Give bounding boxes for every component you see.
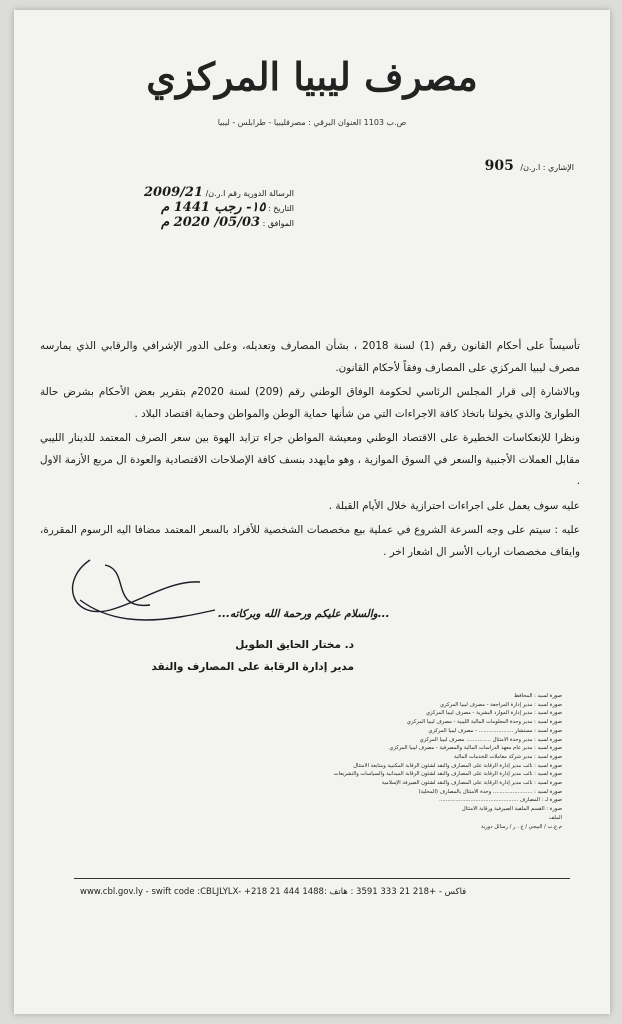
closing-salutation: ...والسلام عليكم ورحمة الله وبركاته... [218,608,390,620]
signatory-block [114,634,354,678]
date-hijri-value: ١٥- رجب 1441 م [161,200,266,215]
copy-line: صورة لسيد : مدير شركة معاملات للخدمات المالية [453,753,562,760]
body-paragraph: عليه : سيتم على وجه السرعة الشروع في عملية بيع مخصصات الشخصية للأفراد بالسعر المعتمد مضافا اليه الرسوم المقررة، وايقاف مخصصات ارباب الأسر ال اشعار اخر . [40,524,580,558]
footer-contact: www.cbl.gov.ly - swift code :CBLJLYLX- +218 21 444 1488: فاكس - +218 21 333 3591 : هاتف [80,887,467,897]
letter-page [14,10,610,1014]
date-gregorian-value: 05/03/ 2020 م [161,215,261,230]
body-paragraph: ونظرا للإنعكاسات الخطيرة على الاقتصاد الوطني ومعيشة المواطن جراء تزايد الهوة بين سعر الصرف المعتمد للدينار الليبي مقابل العملات الأجنبية والسعر في السوق الموازية ، وهو مايهدد بنسف كافة الإصلاحات الاقتصادية والعودة ال مربع الأزمة الاول . [40,432,580,487]
copy-line: صورة لسيد : مدير إدارة الموارد البشرية - مصرف ليبيا المركزي [425,710,562,717]
incoming-letter-date-gregorian [84,216,294,231]
body-paragraph: عليه سوف يعمل على اجراءات احترازية خلال الأيام القبلة . [328,499,580,512]
reference-number [485,158,574,174]
signatory-title: مدير إدارة الرقابة على المصارف والنقد [151,661,354,673]
signatory-name: د. مختار الحايق الطويل [235,639,354,651]
reference-label: الإشاري : ا.ر.ن/ [520,163,574,172]
copy-line: صورة : القسم الملفية الصيرفية ورقابة الامتثال [461,806,562,813]
copy-line: صورة لسيد : المحافظ [514,693,562,699]
copy-line: صورة لسيد : ........................ وحدة الامتثال بالمصارف (المحلية) [418,788,562,795]
footer-divider [74,878,570,879]
copy-line: صورة لسيد : مدير إدارة المراجعة - مصرف ليبيا المركزي [440,701,562,708]
incoming-letter-date-hijri [84,201,294,216]
copy-line: صورة لسيد : مستشار ..................... - مصرف ليبيا المركزي [428,727,562,734]
copy-line: صورة لسيد : نائب مدير إدارة الرقابة على المصارف والنقد لشئون الرقابة المكتبية ومتابعة الامتثال [353,762,562,769]
reference-value: 905 [484,158,514,174]
incoming-letter-label: الرسالة الدورية رقم ا.ر.ن/ [205,189,294,198]
body-paragraph: وبالاشارة إلى قرار المجلس الرئاسي لحكومة الوفاق الوطني رقم (209) لسنة 2020م بتقرير بعض الأحكام بشرض حالة الطوارئ والذي يخولنا باتخاذ كافة الاجراءات التي من شأنها حماية الوطن والمواطن وحماية اقتصاد البلاد . [40,386,580,420]
copies-list [300,692,562,831]
incoming-letter-line [84,186,294,201]
copy-line: م.ع.ب / البيجي / ع . ر / رسائل دورية [481,823,562,830]
letterhead-address: ص.ب 1103 العنوان البرقي : مصرفليبيا - طرابلس - ليبيا [217,118,407,127]
date-label: التاريخ : [267,204,294,213]
copy-line: صورة لسيد : مدير وحدة الامتثال ............... مصرف ليبيا المركزي [419,736,562,743]
bank-logo-wordmark: مصرف ليبيا المركزي [146,54,478,99]
body-paragraph: تأسيساً على أحكام القانون رقم (1) لسنة 2018 ، بشأن المصارف وتعديله، وعلى الدور الإشرافي والرقابي الذي يمارسه مصرف ليبيا المركزي على المصارف وفقاً لأحكام القانون. [40,340,580,374]
copy-line: صورة لـ : المصارف ................................................ [439,797,562,804]
copy-line: صورة لسيد : نائب مدير إدارة الرقابة على المصارف والنقد لشئون الرقابة الميدانية والسياسات والتشريعات [333,771,562,778]
incoming-letter-block [84,186,294,231]
copy-line: صورة لسيد : مدير وحدة المعلومات المالية الليبية - مصرف ليبيا المركزي [406,719,562,726]
copy-line: الملف [548,814,562,821]
copy-line: صورة لسيد : مدير عام معهد الدراسات المالية والمصرفية - مصرف ليبيا المركزي [389,745,562,752]
copy-line: صورة لسيد : نائب مدير إدارة الرقابة على المصارف والنقد لشئون الصيرفة الإسلامية [381,780,562,787]
letter-body [40,336,580,566]
incoming-letter-number: 2009/21 [143,185,204,200]
date-gregorian-label: الموافق : [262,219,294,228]
